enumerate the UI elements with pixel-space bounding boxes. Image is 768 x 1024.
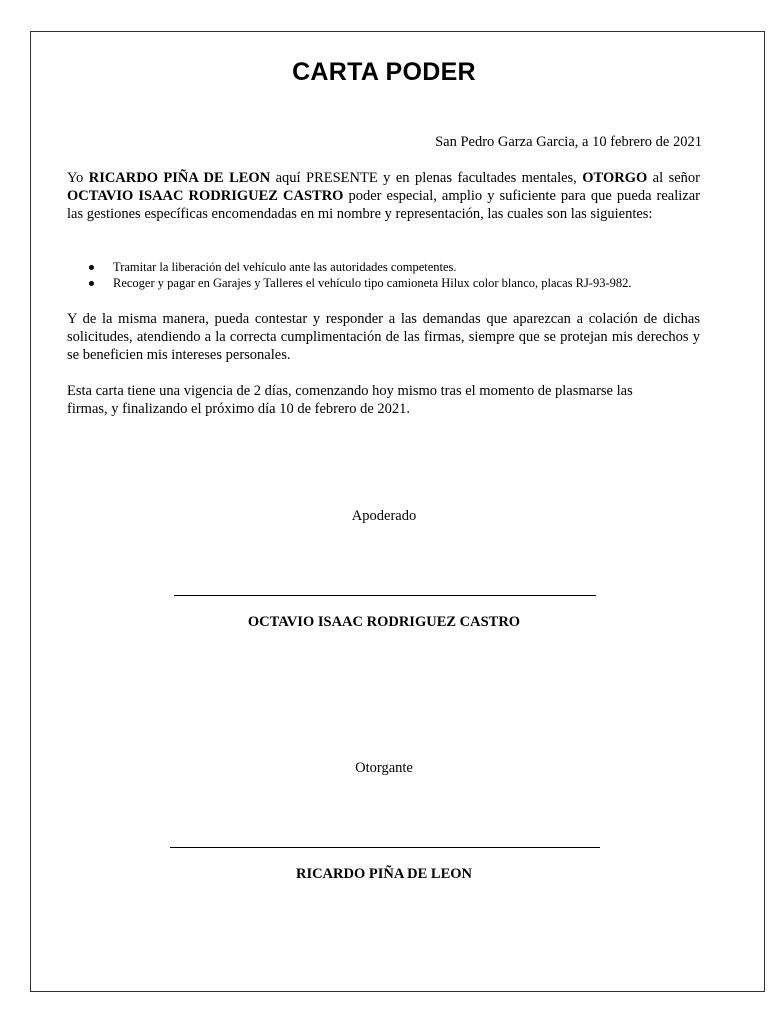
- apoderado-label: Apoderado: [351, 508, 417, 524]
- powers-list: [67, 259, 707, 291]
- paragraph-text: al señor: [647, 170, 700, 186]
- apoderado-name: OCTAVIO ISAAC RODRIGUEZ CASTRO: [247, 614, 521, 630]
- grantor-name: RICARDO PIÑA DE LEON: [88, 170, 271, 186]
- list-item: Recoger y pagar en Garajes y Talleres el vehículo tipo camioneta Hilux color blanco, placas RJ-93-982.: [67, 275, 707, 291]
- otorgo-word: OTORGO: [582, 170, 648, 186]
- validity-line-2: firmas, y finalizando el próximo día 10 de febrero de 2021.: [67, 401, 411, 417]
- document-title: CARTA PODER: [292, 58, 476, 86]
- paragraph-text: poder especial, amplio y suficiente para que pueda realizar las gestiones específicas encomendadas en mi nombre y representación, las cuales son las siguientes:: [67, 188, 700, 222]
- paragraph-text: aquí PRESENTE y en plenas facultades mentales,: [270, 170, 583, 186]
- otorgante-label: Otorgante: [355, 760, 413, 776]
- second-paragraph: Y de la misma manera, pueda contestar y responder a las demandas que aparezcan a colación de dichas solicitudes, atendiendo a la correcta cumplimentación de las firmas, siempre que se protejan mis derechos y se beneficien mis intereses personales.: [67, 311, 700, 363]
- otorgante-name: RICARDO PIÑA DE LEON: [295, 866, 473, 882]
- place-date: San Pedro Garza Garcia, a 10 febrero de 2021: [435, 134, 702, 150]
- agent-name: OCTAVIO ISAAC RODRIGUEZ CASTRO: [67, 188, 344, 204]
- paragraph-text: Yo: [67, 170, 89, 186]
- validity-line-1: Esta carta tiene una vigencia de 2 días, comenzando hoy mismo tras el momento de plasmarse las: [67, 383, 633, 399]
- list-item: Tramitar la liberación del vehículo ante las autoridades competentes.: [67, 259, 707, 275]
- apoderado-signature-line: [174, 595, 596, 596]
- validity-paragraph: [67, 382, 700, 418]
- opening-paragraph: [67, 169, 700, 223]
- otorgante-signature-line: [170, 847, 600, 848]
